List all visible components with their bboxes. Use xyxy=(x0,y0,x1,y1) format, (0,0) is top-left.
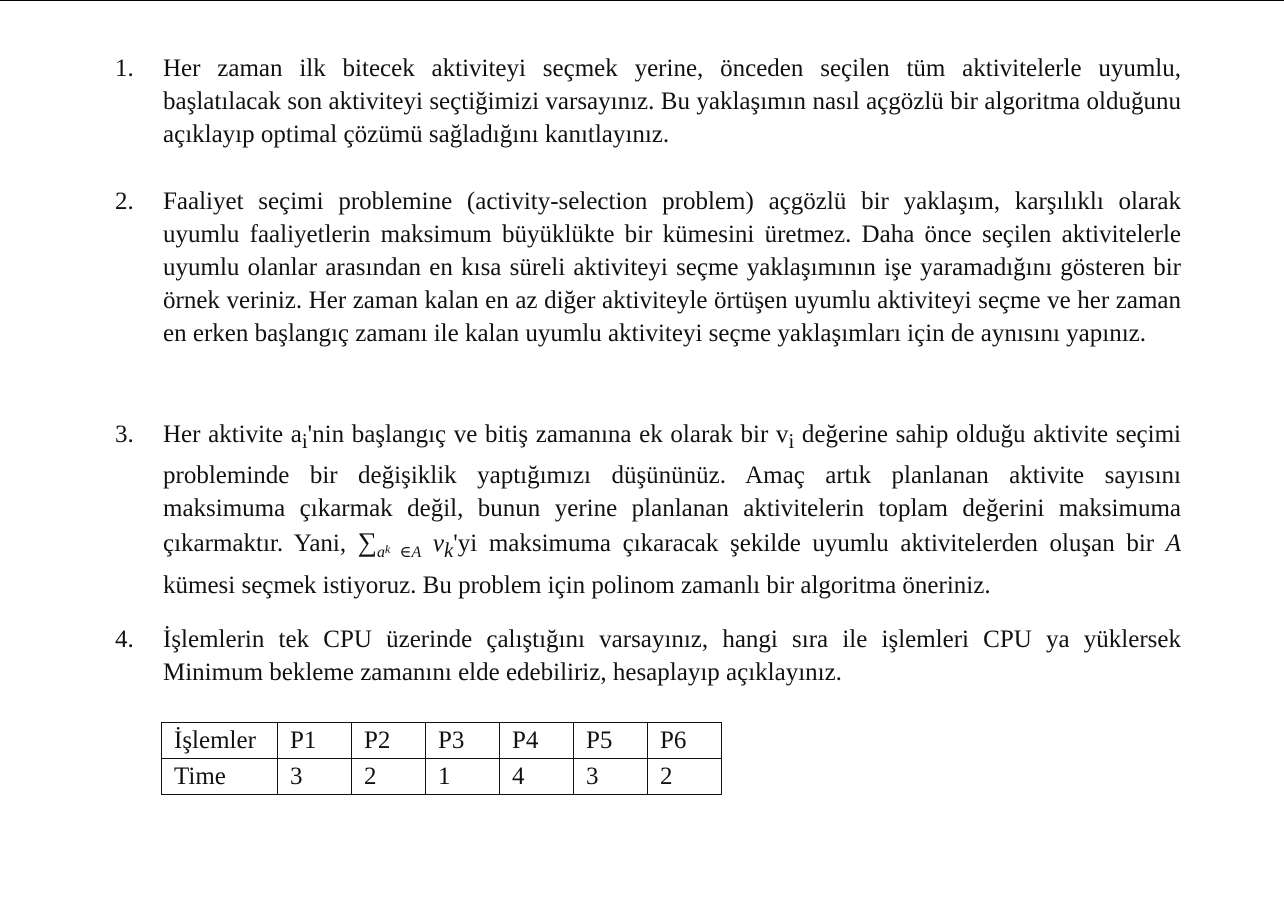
table-time-cell: 2 xyxy=(648,759,722,795)
table-time-cell: 3 xyxy=(278,759,352,795)
question-4-text: İşlemlerin tek CPU üzerinde çalıştığını varsayınız, hangi sıra ile işlemleri CPU ya yüklersek Minimum bekleme zamanını elde edebiliriz, hesaplayıp açıklayınız. xyxy=(163,626,1181,686)
q3-subscript-i-value: i xyxy=(788,429,795,453)
question-2-number: 2. xyxy=(115,188,134,215)
table-row xyxy=(162,759,722,795)
summation-subscript-k: k xyxy=(384,541,391,556)
table-process-cell: P6 xyxy=(648,723,722,759)
table-process-cell: P3 xyxy=(426,723,500,759)
q3-subscript-i: i xyxy=(301,429,308,453)
table-time-cell: 3 xyxy=(574,759,648,795)
table-process-cell: P2 xyxy=(352,723,426,759)
table-process-cell: P5 xyxy=(574,723,648,759)
table-header-row xyxy=(162,723,722,759)
table-process-cell: P4 xyxy=(500,723,574,759)
math-set-a: A xyxy=(1165,529,1182,557)
q3-text-part1: Her aktivite a xyxy=(163,421,302,448)
math-variable-v: v xyxy=(432,529,445,557)
table-process-cell: P1 xyxy=(278,723,352,759)
question-4-number: 4. xyxy=(115,626,134,653)
table-time-cell: 1 xyxy=(426,759,500,795)
process-time-table xyxy=(161,722,722,795)
q3-text-part5: kümesi seçmek istiyoruz. Bu problem için polinom zamanlı bir algoritma öneriniz. xyxy=(163,572,991,600)
q3-text-part2: 'nin başlangıç ve bitiş zamanına ek olarak bir v xyxy=(307,421,789,448)
table-time-cell: 4 xyxy=(500,759,574,795)
q3-text-part4: 'yi maksimuma çıkaracak şekilde uyumlu aktivitelerden oluşan bir xyxy=(453,529,1166,557)
question-1-number: 1. xyxy=(115,55,134,82)
summation-subscript-a: a xyxy=(376,543,385,561)
q3-text-part3: değerine sahip olduğu aktivite seçimi probleminde bir değişiklik yaptığımızı düşününüz. Amaç artık planlanan aktivite sayısını maksimuma çıkarmak değil, bunun yerine planlanan aktivitelerin toplam değerini maksimuma çıkarmaktır. Yani, xyxy=(163,421,1181,557)
summation-subscript-set: ∈A xyxy=(390,543,422,561)
table-header-label: İşlemler xyxy=(162,723,278,759)
question-3-number: 3. xyxy=(115,421,134,448)
top-border-line xyxy=(0,0,1284,1)
table-row-label: Time xyxy=(162,759,278,795)
table-time-cell: 2 xyxy=(352,759,426,795)
summation-symbol: ∑ xyxy=(357,526,377,557)
question-1-text: Her zaman ilk bitecek aktiviteyi seçmek yerine, önceden seçilen tüm aktivitelerle uyumlu, başlatılacak son aktiviteyi seçtiğimizi varsayınız. Bu yaklaşımın nasıl açgözlü bir algoritma olduğunu açıklayıp optimal çözümü sağladığını kanıtlayınız. xyxy=(163,55,1181,148)
question-2-text: Faaliyet seçimi problemine (activity-selection problem) açgözlü bir yaklaşım, karşılıklı olarak uyumlu faaliyetlerin maksimum büyüklükte bir kümesini üretmez. Daha önce seçilen aktivitelerle uyumlu olanlar arasından en kısa süreli aktiviteyi seçme yaklaşımının işe yaramadığını gösteren bir örnek veriniz. Her zaman kalan en az diğer aktiviteyle örtüşen uyumlu aktiviteyi seçme ve her zaman en erken başlangıç zamanı ile kalan uyumlu aktiviteyi seçme yaklaşımları için de aynısını yapınız. xyxy=(163,188,1181,347)
math-variable-v-subscript: k xyxy=(444,537,454,562)
question-3-text xyxy=(163,418,1181,603)
